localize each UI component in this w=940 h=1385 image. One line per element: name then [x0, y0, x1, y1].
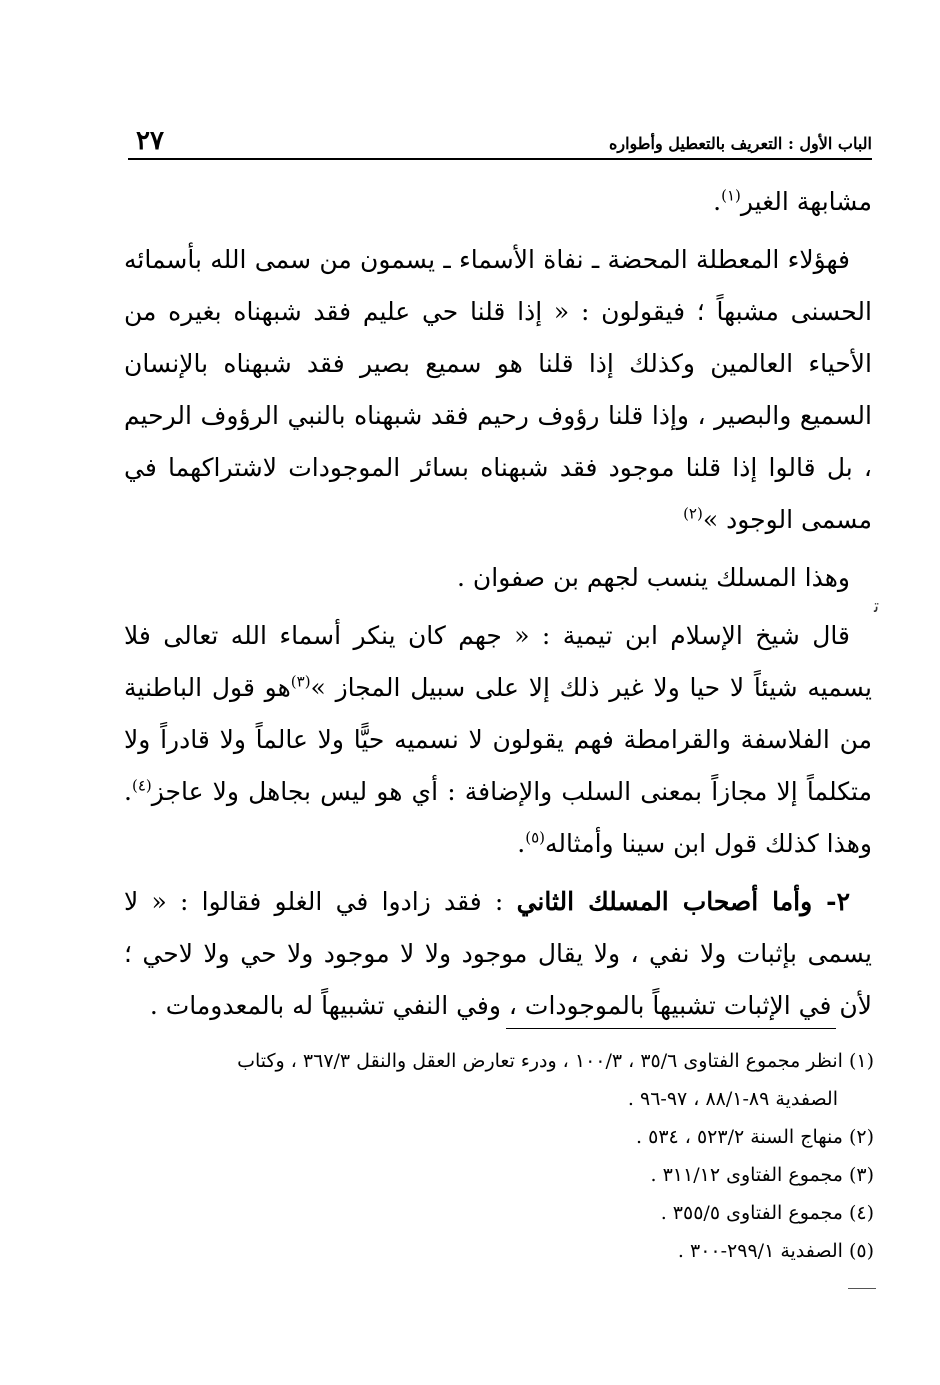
footnote-ref-3[interactable]: (٣)	[290, 672, 311, 691]
section-heading: ٢- وأما أصحاب المسلك الثاني	[516, 887, 850, 916]
paragraph-4-text-c: . وهذا كذلك قول ابن سينا وأمثاله	[124, 777, 872, 858]
margin-mark: ﺗ	[874, 596, 880, 617]
footnote-number: (١)	[848, 1050, 874, 1072]
paragraph-4-text-a: قال شيخ الإسلام ابن تيمية : « جهم كان ينكر أسماء الله تعالى فلا يسميه شيئاً لا حيا ولا غير ذلك إلا على سبيل المجاز »	[124, 621, 872, 702]
footnote-5	[126, 1232, 874, 1270]
footnote-3	[126, 1156, 874, 1194]
paragraph-1	[124, 176, 872, 228]
footnote-ref-2[interactable]: (٢)	[683, 504, 703, 523]
paragraph-1-end: .	[713, 187, 722, 216]
footnote-number: (٥)	[848, 1240, 874, 1262]
footnote-2	[126, 1118, 874, 1156]
paragraph-2-text: فهؤلاء المعطلة المحضة ـ نفاة الأسماء ـ يسمون من سمى الله بأسمائه الحسنى مشبهاً ؛ فيقولون : « إذا قلنا حي عليم فقد شبهناه بغيره من الأحياء العالمين وكذلك إذا قلنا هو سميع بصير فقد شبهناه بالإنسان السميع والبصير ، وإذا قلنا رؤوف رحيم فقد شبهناه بالنبي الرؤوف الرحيم ، بل قالوا إذا قلنا موجود فقد شبهناه بسائر الموجودات لاشتراكهما في مسمى الوجود »	[124, 245, 872, 534]
footnote-continuation: الصفدية ٨٩-٨٨/١ ، ٩٧-٩٦ .	[627, 1088, 838, 1110]
footnote-number: (٢)	[848, 1126, 874, 1148]
paragraph-5	[124, 876, 872, 1032]
footnote-ref-1[interactable]: (١)	[721, 186, 741, 205]
corner-mark	[848, 1288, 876, 1289]
running-title: الباب الأول : التعريف بالتعطيل وأطواره	[608, 134, 872, 153]
footnote-ref-4[interactable]: (٤)	[131, 776, 152, 795]
main-text	[124, 176, 872, 1032]
footnote-text: الصفدية ٢٩٩/١-٣٠٠ .	[677, 1240, 843, 1262]
footnote-number: (٣)	[848, 1164, 874, 1186]
footnote-text: انظر مجموع الفتاوى ٣٥/٦ ، ١٠٠/٣ ، ودرء تعارض العقل والنقل ٣٦٧/٣ ، وكتاب	[237, 1050, 843, 1072]
page-number: ٢٧	[136, 126, 164, 156]
paragraph-4-text-b: هو قول الباطنية من الفلاسفة والقرامطة فهم يقولون لا نسميه حيًّا ولا عالماً ولا قادراً ولا متكلماً إلا مجازاً بمعنى السلب والإضافة : أي هو ليس بجاهل ولا عاجز	[124, 673, 872, 806]
paragraph-5-text: : فقد زادوا في الغلو فقالوا : « لا يسمى بإثبات ولا نفي ، ولا يقال موجود ولا لا موجود ولا حي ولا لاحي ؛ لأن في الإثبات تشبيهاً بالموجودات ، وفي النفي تشبيهاً له بالمعدومات .	[124, 887, 872, 1020]
paragraph-2	[124, 234, 872, 546]
footnote-1	[126, 1042, 874, 1118]
footnote-text: منهاج السنة ٥٢٣/٢ ، ٥٣٤ .	[636, 1126, 843, 1148]
header-rule	[128, 158, 872, 160]
footnote-text: مجموع الفتاوى ٣٥٥/٥ .	[660, 1202, 843, 1224]
paragraph-4	[124, 610, 872, 870]
running-header	[128, 128, 872, 160]
paragraph-1-text: مشابهة الغير	[740, 187, 872, 216]
footnote-separator	[506, 1028, 836, 1029]
footnote-4	[126, 1194, 874, 1232]
footnote-number: (٤)	[848, 1202, 874, 1224]
footnotes	[126, 1042, 874, 1270]
paragraph-4-end: .	[517, 829, 526, 858]
paragraph-3-text: وهذا المسلك ينسب لجهم بن صفوان .	[457, 563, 850, 592]
footnote-ref-5[interactable]: (٥)	[525, 828, 546, 847]
footnote-text: مجموع الفتاوى ٣١١/١٢ .	[650, 1164, 843, 1186]
paragraph-3	[124, 552, 872, 604]
